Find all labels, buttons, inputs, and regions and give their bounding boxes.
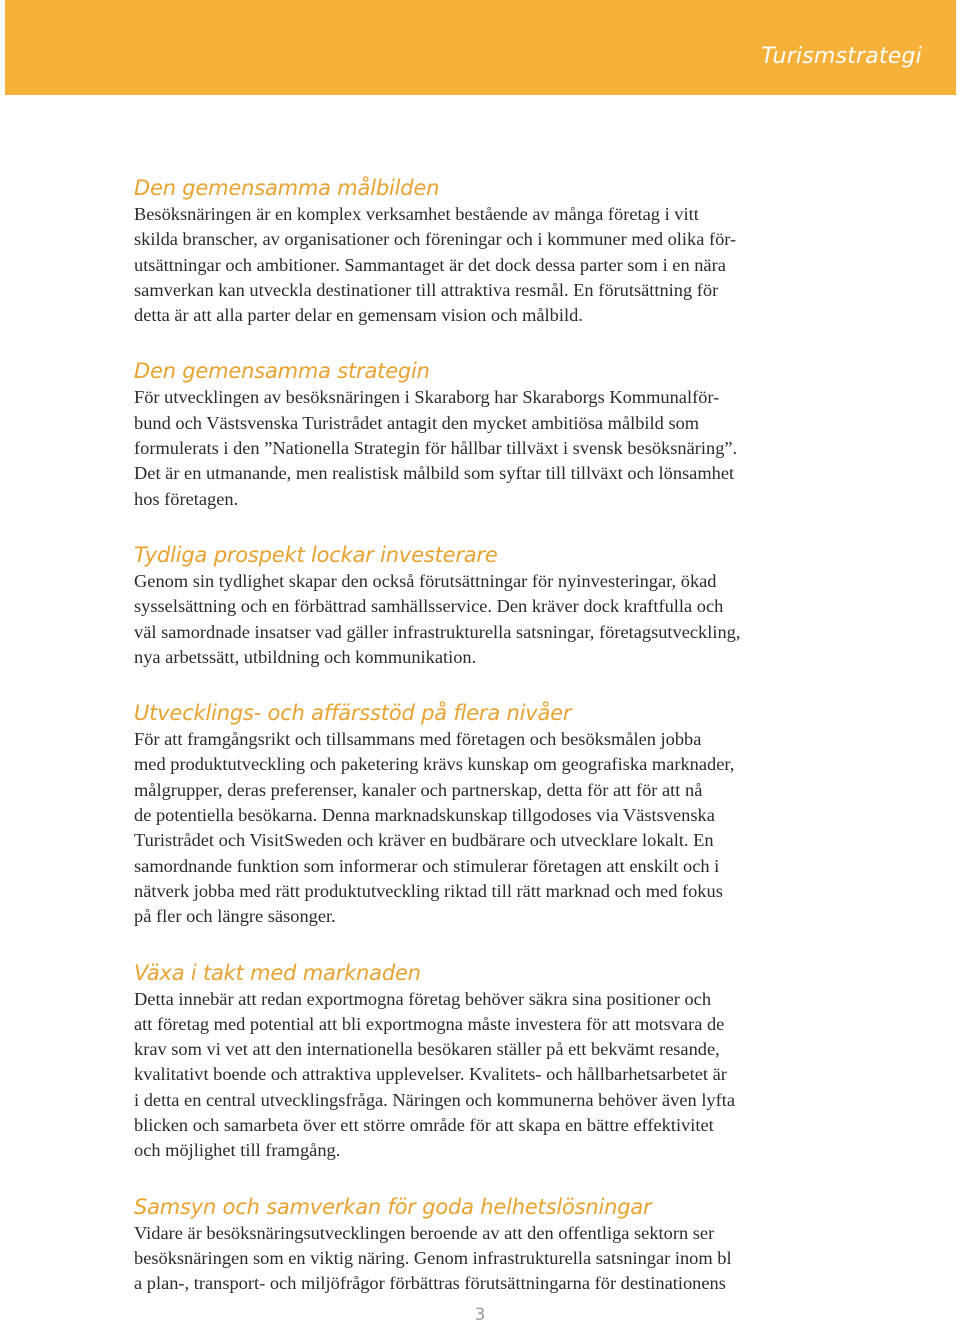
text-line: och möjlighet till framgång. bbox=[134, 1140, 341, 1161]
section-paragraph bbox=[134, 569, 834, 670]
text-line: För att framgångsrikt och tillsammans med företagen och besöksmålen jobba bbox=[134, 729, 702, 750]
text-line: besöksnäringen som en viktig näring. Genom infrastrukturella satsningar inom bl bbox=[134, 1247, 732, 1268]
text-line: För utvecklingen av besöksnäringen i Skaraborg har Skaraborgs Kommunalför- bbox=[134, 387, 720, 408]
section-paragraph bbox=[134, 385, 834, 511]
section-paragraph bbox=[134, 202, 834, 328]
section-paragraph bbox=[134, 987, 834, 1164]
text-line: Genom sin tydlighet skapar den också förutsättningar för nyinvesteringar, ökad bbox=[134, 570, 717, 591]
text-line: nätverk jobba med rätt produktutveckling riktad till rätt marknad och med fokus bbox=[134, 880, 723, 901]
text-line: målgrupper, deras preferenser, kanaler och partnerskap, detta för att för att nå bbox=[134, 779, 703, 800]
text-line: på fler och längre säsonger. bbox=[134, 906, 336, 927]
text-line: hos företagen. bbox=[134, 488, 239, 509]
section-paragraph bbox=[134, 1221, 834, 1297]
text-line: bund och Västsvenska Turistrådet antagit den mycket ambitiösa målbild som bbox=[134, 412, 700, 433]
text-line: kvalitativt boende och attraktiva upplevelser. Kvalitets- och hållbarhetsarbetet är bbox=[134, 1064, 727, 1085]
page-header bbox=[5, 0, 956, 95]
section-samsyn-samverkan bbox=[134, 1193, 834, 1297]
text-line: samverkan kan utveckla destinationer till attraktiva resmål. En förutsättning för bbox=[134, 279, 719, 300]
text-line: Detta innebär att redan exportmogna företag behöver säkra sina positioner och bbox=[134, 988, 712, 1009]
section-heading: Samsyn och samverkan för goda helhetslösningar bbox=[134, 1194, 652, 1219]
text-line: a plan-, transport- och miljöfrågor förbättras förutsättningarna för destinationens bbox=[134, 1273, 726, 1294]
text-line: detta är att alla parter delar en gemensam vision och målbild. bbox=[134, 305, 583, 326]
text-line: samordnande funktion som informerar och stimulerar företagen att enskilt och i bbox=[134, 855, 720, 876]
text-line: utsättningar och ambitioner. Sammantaget är det dock dessa parter som i en nära bbox=[134, 254, 726, 275]
page-number: 3 bbox=[474, 1305, 486, 1325]
text-line: Besöksnäringen är en komplex verksamhet bestående av många företag i vitt bbox=[134, 204, 699, 224]
text-line: Vidare är besöksnäringsutvecklingen beroende av att den offentliga sektorn ser bbox=[134, 1222, 715, 1243]
text-line: Det är en utmanande, men realistisk målbild som syftar till tillväxt och lönsamhet bbox=[134, 463, 735, 484]
section-utvecklings-affarsstod bbox=[134, 699, 834, 929]
section-gemensamma-malbilden bbox=[134, 174, 834, 328]
text-line: nya arbetssätt, utbildning och kommunikation. bbox=[134, 646, 477, 667]
text-line: de potentiella besökarna. Denna marknadskunskap tillgodoses via Västsvenska bbox=[134, 805, 715, 826]
section-paragraph bbox=[134, 727, 834, 929]
text-line: blicken och samarbeta över ett större område för att skapa en bättre effektivitet bbox=[134, 1115, 714, 1136]
text-line: Turistrådet och VisitSweden och kräver en budbärare och utvecklare lokalt. En bbox=[134, 830, 714, 851]
section-heading: Den gemensamma målbilden bbox=[134, 176, 440, 200]
text-line: sysselsättning och en förbättrad samhällsservice. Den kräver dock kraftfulla och bbox=[134, 596, 724, 617]
text-line: krav som vi vet att den internationella besökaren ställer på ett bekvämt resande, bbox=[134, 1039, 720, 1060]
text-line: att företag med potential att bli exportmogna måste investera för att motsvara de bbox=[134, 1013, 725, 1034]
section-heading: Växa i takt med marknaden bbox=[134, 960, 421, 985]
text-line: formulerats i den ”Nationella Strategin för hållbar tillväxt i svensk besöksnäring”. bbox=[134, 438, 738, 459]
section-vaxa-i-takt bbox=[134, 959, 834, 1164]
text-line: skilda branscher, av organisationer och föreningar och i kommuner med olika för- bbox=[134, 229, 737, 250]
section-heading: Utvecklings- och affärsstöd på flera nivåer bbox=[134, 701, 572, 726]
section-tydliga-prospekt bbox=[134, 541, 834, 670]
document-body bbox=[134, 174, 834, 1326]
text-line: väl samordnade insatser vad gäller infrastrukturella satsningar, företagsutveckling, bbox=[134, 621, 741, 642]
text-line: i detta en central utvecklingsfråga. Näringen och kommunerna behöver även lyfta bbox=[134, 1089, 736, 1110]
section-heading: Den gemensamma strategin bbox=[134, 359, 430, 384]
section-gemensamma-strategin bbox=[134, 357, 834, 511]
section-heading: Tydliga prospekt lockar investerare bbox=[134, 542, 498, 567]
text-line: med produktutveckling och paketering krävs kunskap om geografiska marknader, bbox=[134, 754, 735, 775]
header-title: Turismstrategi bbox=[761, 44, 922, 69]
